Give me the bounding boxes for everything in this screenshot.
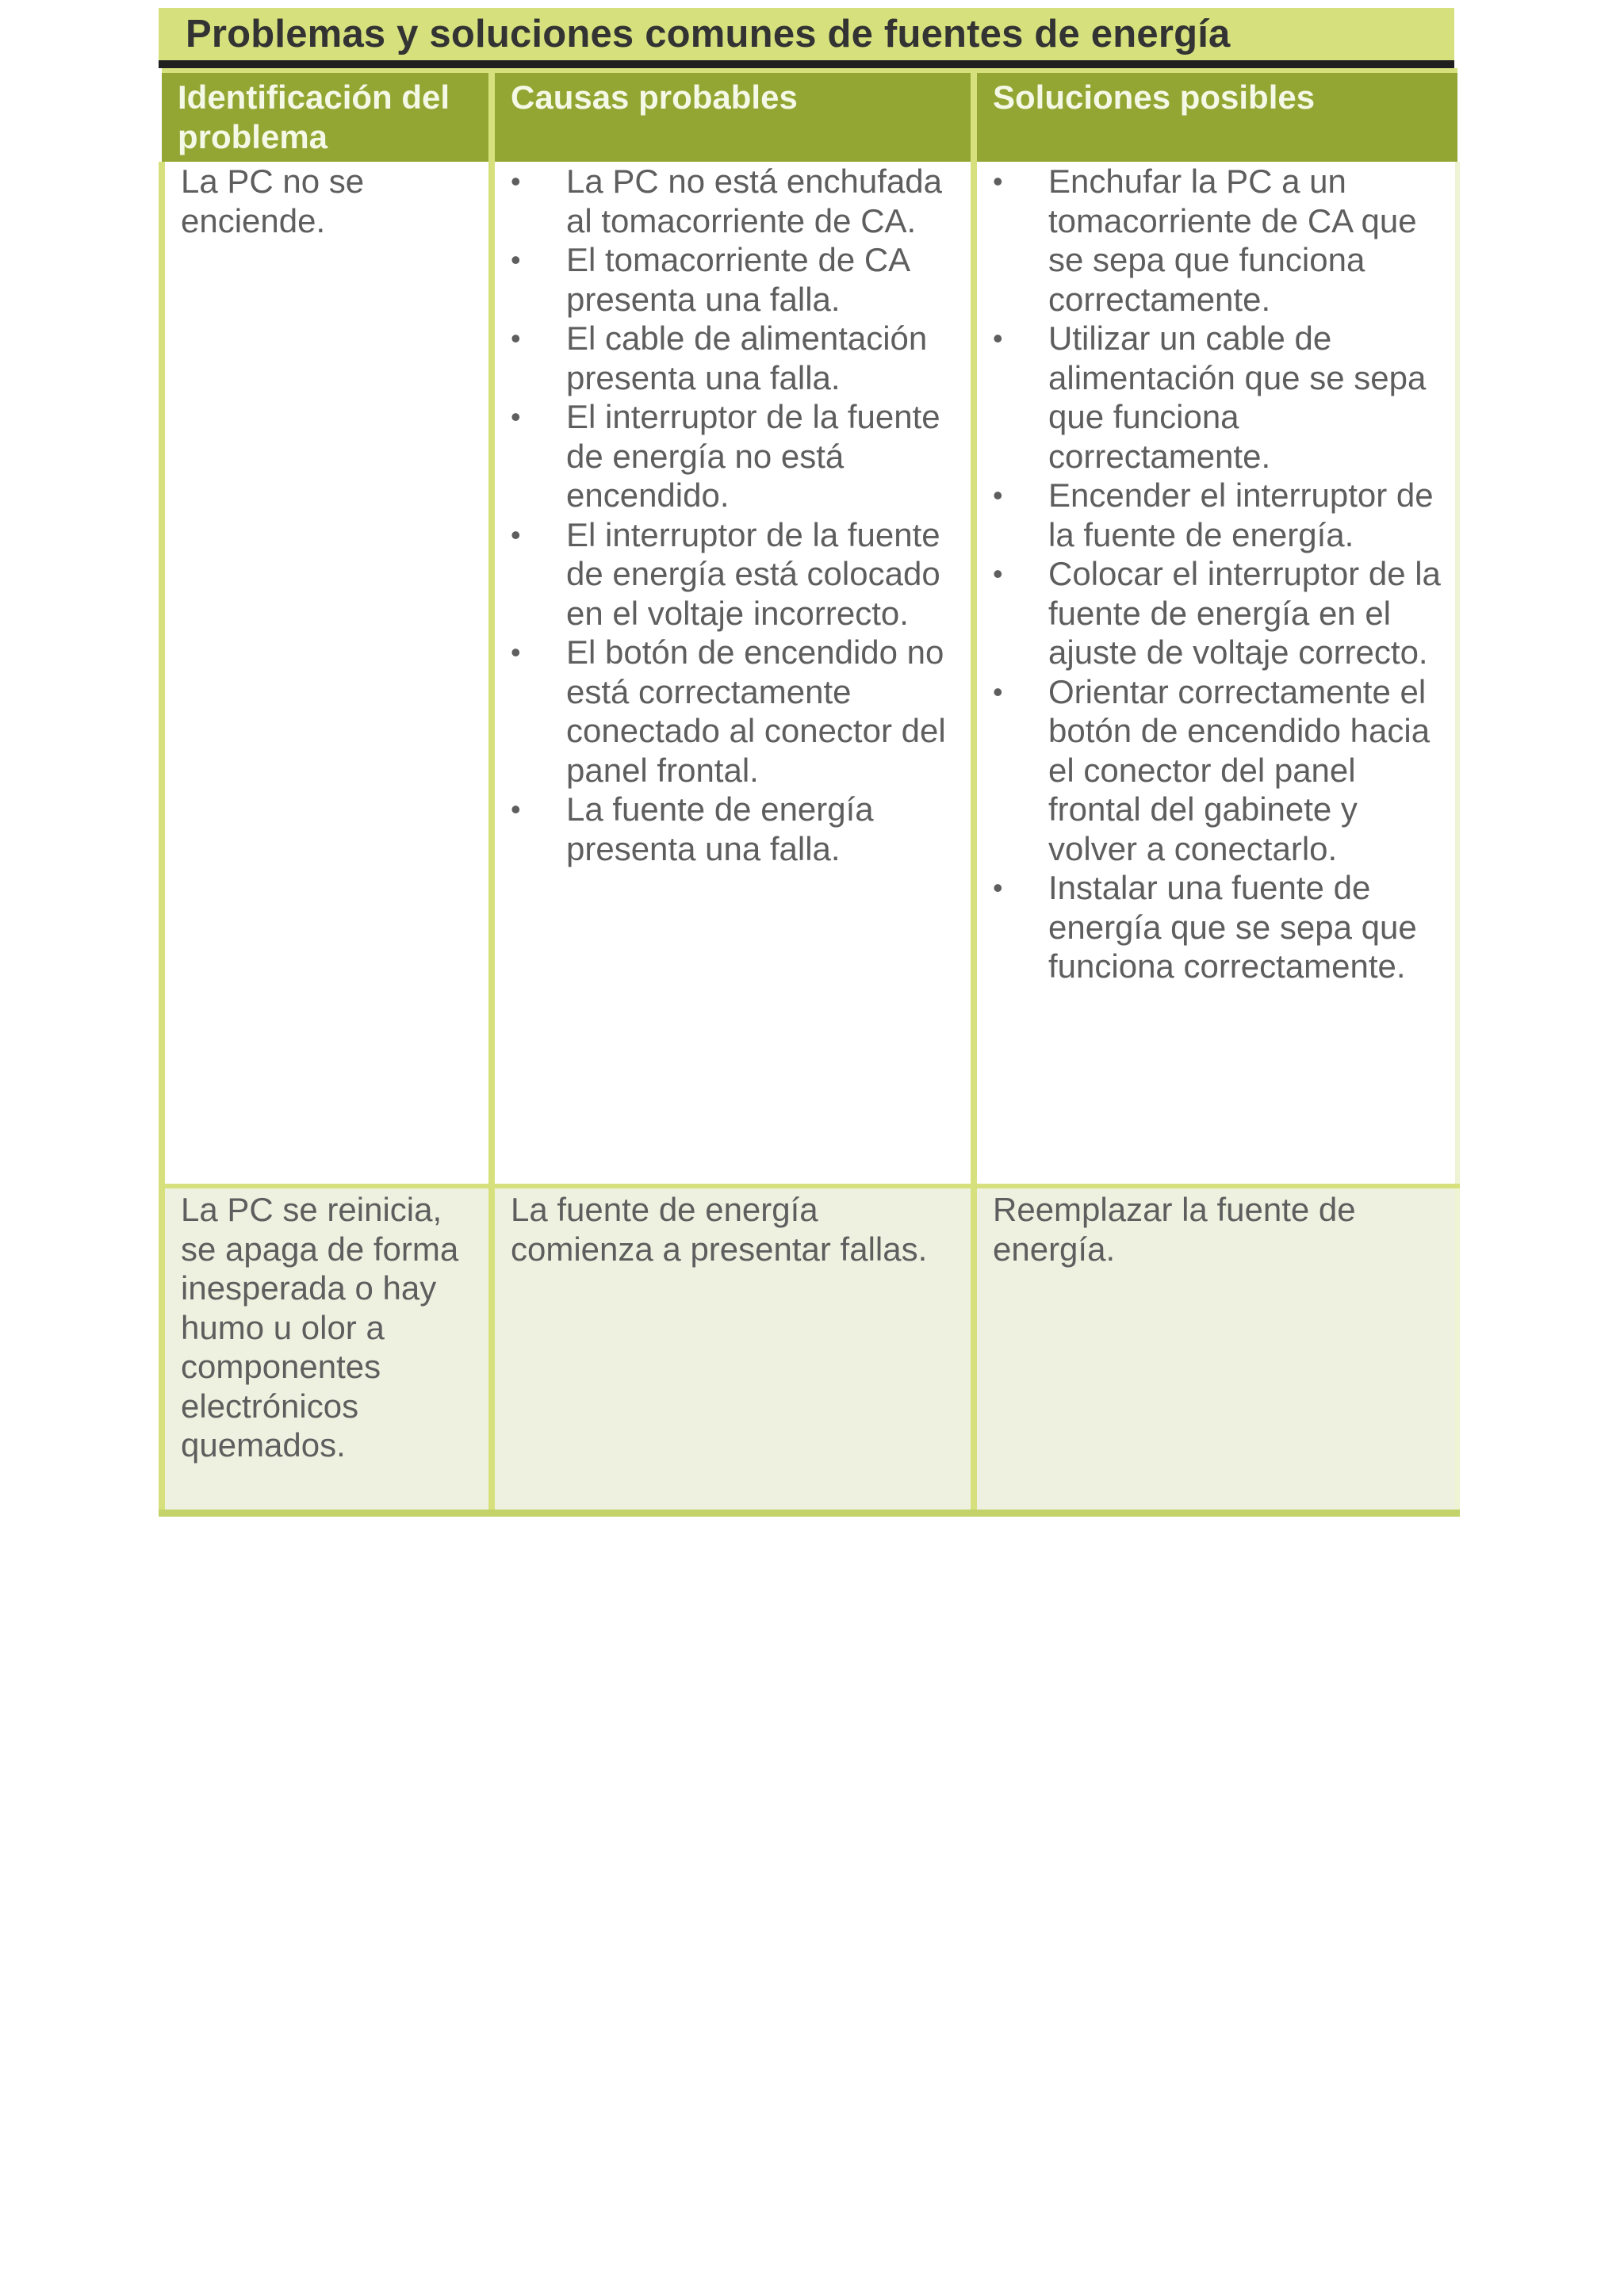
bullet-icon: • [511,243,521,276]
causes-cell [492,1186,974,1513]
bullet-icon: • [993,165,1003,197]
list-item [511,162,959,240]
cause-text: El interruptor de la fuente de energía está colocado en el voltaje incorrecto. [566,515,940,632]
cause-text: La fuente de energía comienza a presentar fallas. [511,1191,928,1268]
cause-text: El tomacorriente de CA presenta una falla. [566,241,909,318]
header-row [162,71,1457,162]
cause-text: La fuente de energía presenta una falla. [566,790,874,867]
solution-text: Reemplazar la fuente de energía. [993,1191,1356,1268]
list-item [993,162,1444,319]
solution-text: Utilizar un cable de alimentación que se sepa que funciona correctamente. [1048,320,1427,475]
list-item [511,515,959,633]
list-item [511,790,959,868]
bullet-icon: • [511,400,521,433]
list-item [511,397,959,515]
table-title: Problemas y soluciones comunes de fuentes de energía [186,13,1231,55]
problem-cell [162,162,492,1186]
list-item [993,672,1444,869]
problem-text: La PC no se enciende. [181,163,365,239]
bullet-icon: • [511,322,521,354]
bullet-icon: • [993,557,1003,590]
solution-text: Enchufar la PC a un tomacorriente de CA que se sepa que funciona correctamente. [1048,163,1417,318]
solution-text: Colocar el interruptor de la fuente de energía en el ajuste de voltaje correcto. [1048,555,1441,671]
solution-text: Encender el interruptor de la fuente de energía. [1048,476,1434,553]
problem-cell [162,1186,492,1513]
bullet-icon: • [993,675,1003,708]
table-row [162,1186,1457,1513]
bullet-icon: • [511,636,521,668]
cause-text: La PC no está enchufada al tomacorriente de CA. [566,163,943,239]
list-item [511,633,959,790]
list-item [993,476,1444,554]
solutions-list [993,162,1444,986]
solution-text: Orientar correctamente el botón de encendido hacia el conector del panel frontal del gabinete y volver a conectarlo. [1048,672,1431,867]
cause-text: El cable de alimentación presenta una falla. [566,320,928,396]
bullet-icon: • [511,518,521,551]
list-item [993,319,1444,476]
list-item [511,240,959,319]
bullet-icon: • [511,165,521,197]
column-header-causes: Causas probables [492,71,974,162]
problem-text: La PC se reinicia, se apaga de forma inesperada o hay humo u olor a componentes electrónicos quemados. [181,1191,459,1464]
causes-list [511,162,959,868]
bullet-icon: • [511,793,521,825]
list-item [511,319,959,397]
solution-text: Instalar una fuente de energía que se sepa que funciona correctamente. [1048,869,1417,985]
list-item [993,554,1444,672]
column-header-solutions: Soluciones posibles [974,71,1457,162]
bullet-icon: • [993,871,1003,904]
solutions-cell [974,162,1457,1186]
column-header-problem: Identificación del problema [162,71,492,162]
cause-text: El botón de encendido no está correctamente conectado al conector del panel frontal. [566,633,946,789]
cause-text: El interruptor de la fuente de energía no está encendido. [566,398,940,514]
causes-cell [492,162,974,1186]
table-row [162,162,1457,1186]
bullet-icon: • [993,322,1003,354]
document [159,8,1454,1517]
troubleshooting-table [159,68,1460,1517]
table-title-bar [159,8,1454,68]
bullet-icon: • [993,479,1003,511]
solutions-cell [974,1186,1457,1513]
list-item [993,868,1444,986]
